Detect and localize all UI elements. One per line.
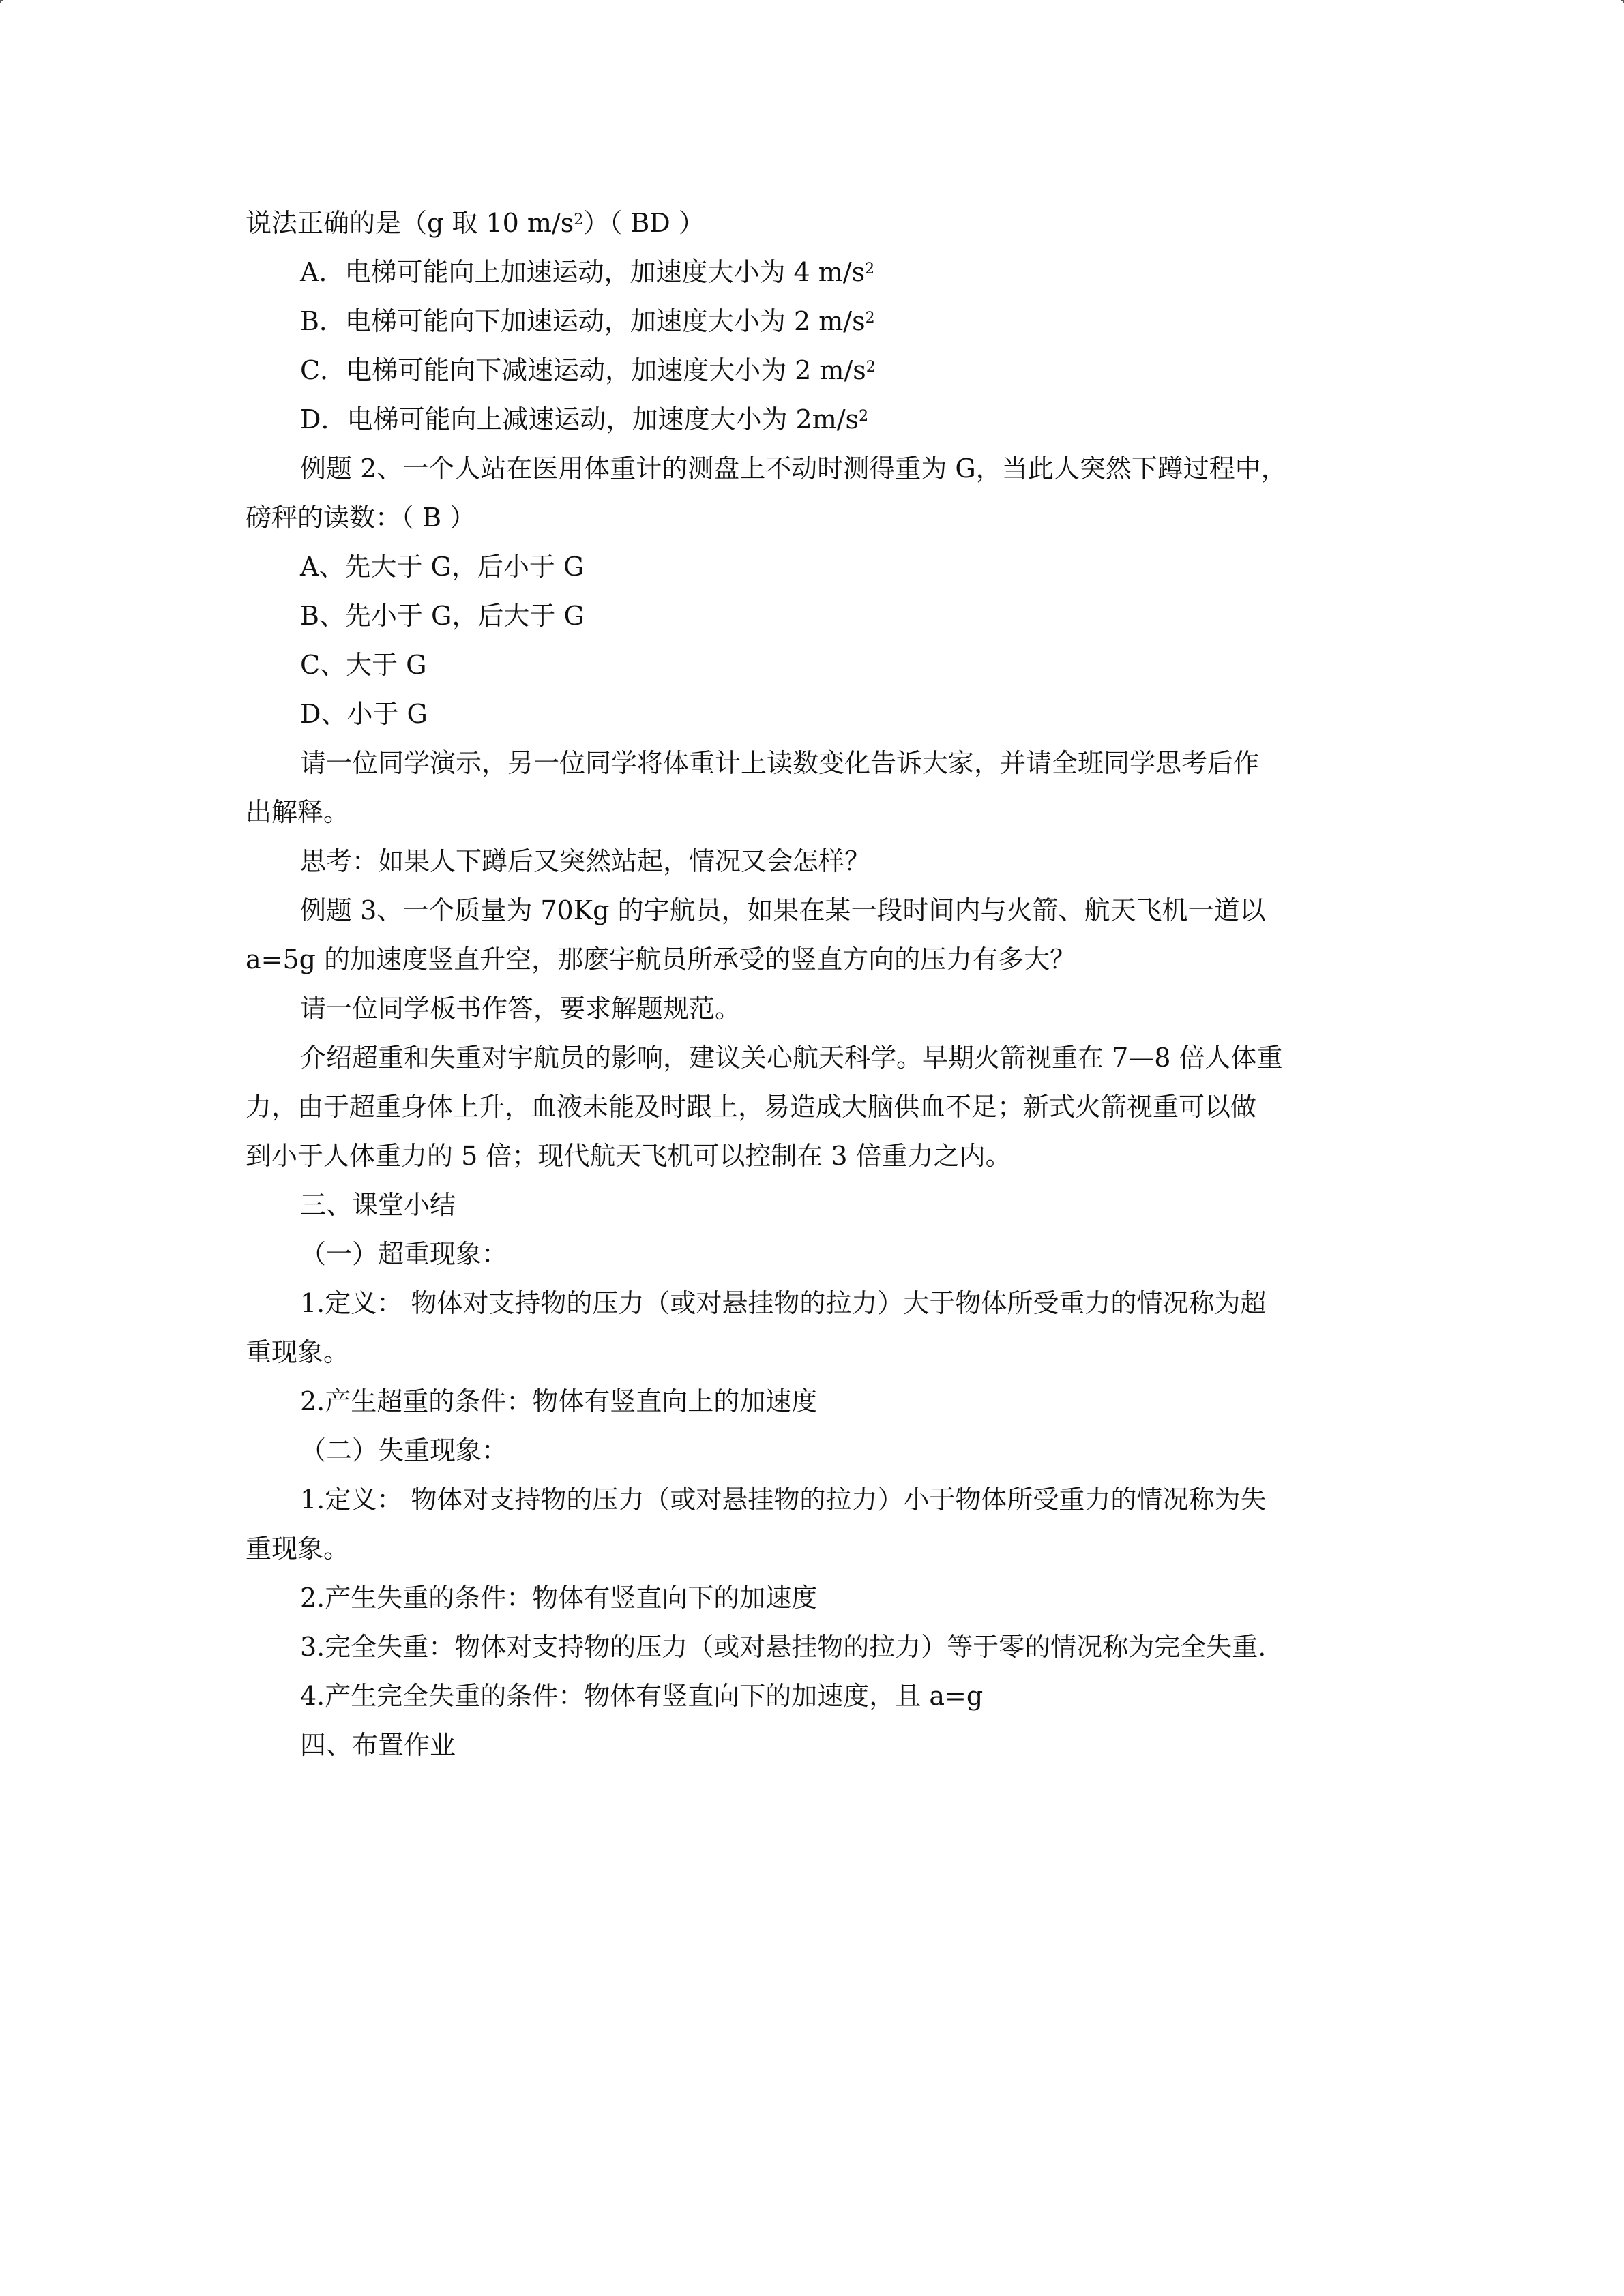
example-2-stem-cont: 磅秤的读数：（ B ） bbox=[246, 503, 476, 533]
complete-weightless-definition: 3.完全失重：物体对支持物的压力（或对悬挂物的拉力）等于零的情况称为完全失重. bbox=[300, 1632, 1267, 1662]
board-answer-note: 请一位同学板书作答，要求解题规范。 bbox=[300, 994, 741, 1024]
overweight-definition: 1.定义： 物体对支持物的压力（或对悬挂物的拉力）大于物体所受重力的情况称为超 bbox=[300, 1288, 1267, 1318]
example-3-stem-cont: a=5g 的加速度竖直升空，那麽宇航员所承受的竖直方向的压力有多大？ bbox=[246, 944, 1076, 974]
section-summary-heading: 三、课堂小结 bbox=[300, 1190, 456, 1220]
astronaut-paragraph: 介绍超重和失重对宇航员的影响，建议关心航天科学。早期火箭视重在 7—8 倍人体重 bbox=[300, 1043, 1283, 1073]
option-a: A．电梯可能向上加速运动，加速度大小为 4 $m/s^2$ bbox=[300, 257, 875, 287]
astronaut-paragraph-end: 到小于人体重力的 5 倍；现代航天飞机可以控制在 3 倍重力之内。 bbox=[246, 1141, 1012, 1171]
overweight-heading: （一）超重现象： bbox=[300, 1239, 508, 1269]
corner-mark-top-left bbox=[0, 0, 1, 3]
overweight-definition-cont: 重现象。 bbox=[246, 1337, 350, 1367]
option-c: C．电梯可能向下减速运动，加速度大小为 2 $m/s^2$ bbox=[300, 355, 876, 385]
weightless-definition-cont: 重现象。 bbox=[246, 1534, 350, 1564]
option-b: B．电梯可能向下加速运动，加速度大小为 2 $m/s^2$ bbox=[300, 306, 875, 336]
weightless-condition: 2.产生失重的条件：物体有竖直向下的加速度 bbox=[300, 1583, 818, 1613]
overweight-condition: 2.产生超重的条件：物体有竖直向上的加速度 bbox=[300, 1386, 818, 1416]
example-3-stem: 例题 3、一个质量为 70Kg 的宇航员，如果在某一段时间内与火箭、航天飞机一道以 bbox=[300, 895, 1266, 925]
example-2-option-b: B、先小于 G，后大于 G bbox=[300, 601, 585, 631]
demo-paragraph: 请一位同学演示，另一位同学将体重计上读数变化告诉大家，并请全班同学思考后作 bbox=[300, 748, 1260, 778]
question-stem-end: 说法正确的是（g 取 10 $m/s^2$）（ BD ） bbox=[246, 208, 705, 238]
complete-weightless-condition: 4.产生完全失重的条件：物体有竖直向下的加速度，且 a=g bbox=[300, 1681, 984, 1711]
example-2-option-c: C、大于 G bbox=[300, 650, 427, 680]
weightless-heading: （二）失重现象： bbox=[300, 1435, 508, 1465]
astronaut-paragraph-cont: 力，由于超重身体上升，血液未能及时跟上，易造成大脑供血不足；新式火箭视重可以做 bbox=[246, 1092, 1257, 1122]
option-d: D．电梯可能向上减速运动，加速度大小为 $2m/s^2$ bbox=[300, 404, 869, 434]
section-homework-heading: 四、布置作业 bbox=[300, 1730, 456, 1760]
think-question: 思考：如果人下蹲后又突然站起，情况又会怎样？ bbox=[300, 846, 871, 876]
example-2-option-a: A、先大于 G，后小于 G bbox=[300, 552, 585, 582]
weightless-definition: 1.定义： 物体对支持物的压力（或对悬挂物的拉力）小于物体所受重力的情况称为失 bbox=[300, 1485, 1267, 1515]
example-2-stem: 例题 2、一个人站在医用体重计的测盘上不动时测得重为 G，当此人突然下蹲过程中， bbox=[300, 453, 1287, 483]
example-2-option-d: D、小于 G bbox=[300, 699, 428, 729]
demo-paragraph-cont: 出解释。 bbox=[246, 797, 350, 827]
